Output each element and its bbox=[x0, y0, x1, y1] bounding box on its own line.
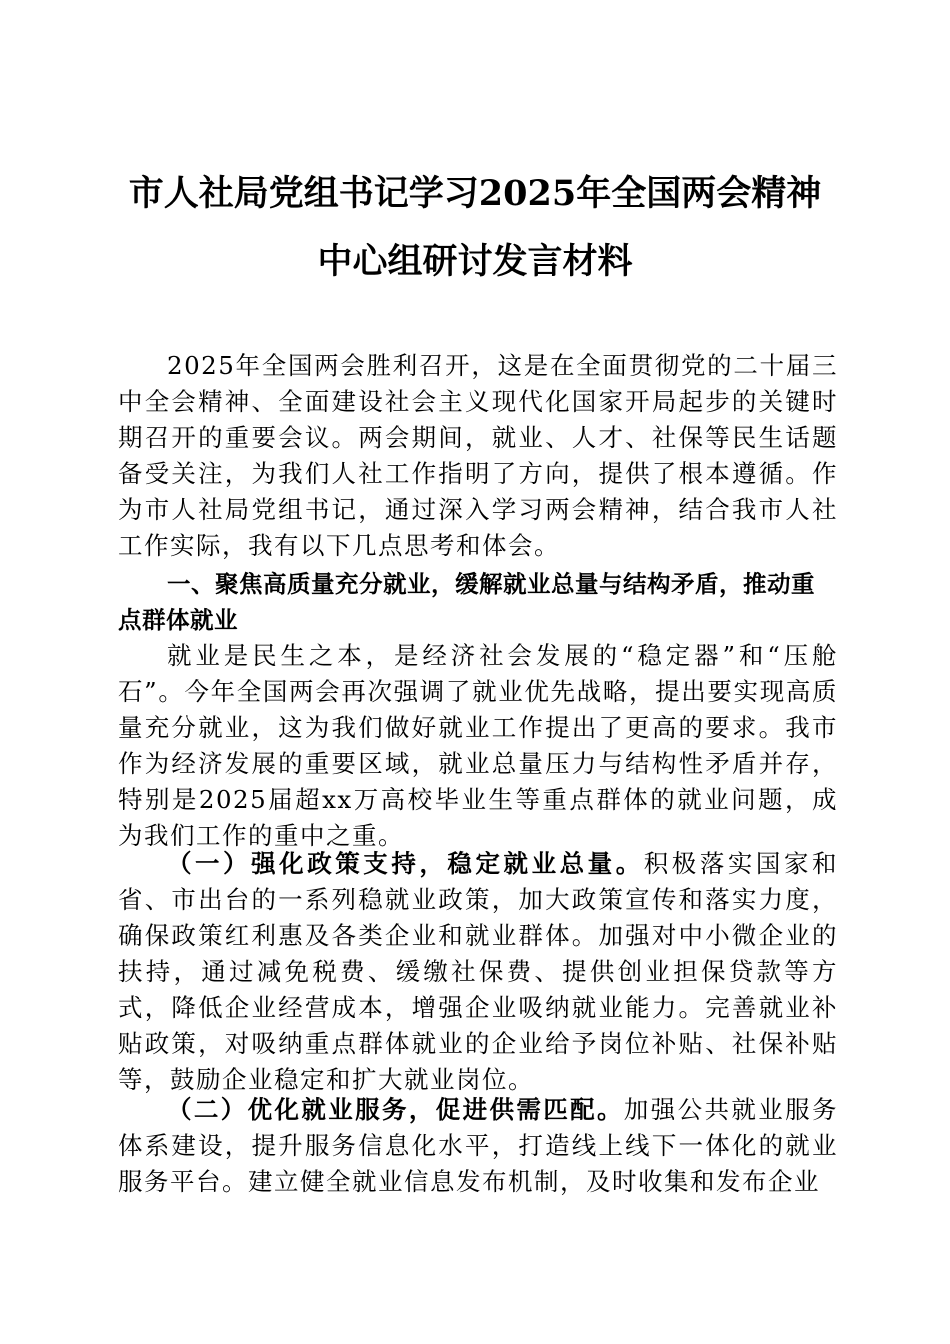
section-1-paragraph: 就业是民生之本，是经济社会发展的“稳定器”和“压舱石”。今年全国两会再次强调了就业优先战略，提出要实现高质量充分就业，这为我们做好就业工作提出了更高的要求。我市作为经济发展的重要区域，就业总量压力与结构性矛盾并存，特别是2025届超xx万高校毕业生等重点群体的就业问题，成为我们工作的重中之重。 bbox=[118, 641, 838, 850]
subsection-2-paragraph bbox=[118, 1092, 838, 1200]
subsection-1-body: 积极落实国家和省、市出台的一系列稳就业政策，加大政策宣传和落实力度，确保政策红利惠及各类企业和就业群体。加强对中小微企业的扶持，通过减免税费、缓缴社保费、提供创业担保贷款等方式，降低企业经营成本，增强企业吸纳就业能力。完善就业补贴政策，对吸纳重点群体就业的企业给予岗位补贴、社保补贴等，鼓励企业稳定和扩大就业岗位。 bbox=[118, 849, 839, 1094]
subsection-1-lead: （一）强化政策支持，稳定就业总量。 bbox=[167, 849, 644, 878]
intro-paragraph: 2025年全国两会胜利召开，这是在全面贯彻党的二十届三中全会精神、全面建设社会主义现代化国家开局起步的关键时期召开的重要会议。两会期间，就业、人才、社保等民生话题备受关注，为我们人社工作指明了方向，提供了根本遵循。作为市人社局党组书记，通过深入学习两会精神，结合我市人社工作实际，我有以下几点思考和体会。 bbox=[118, 351, 838, 560]
subsection-1-paragraph bbox=[118, 846, 838, 1098]
document-title-line-2: 中心组研讨发言材料 bbox=[317, 241, 633, 282]
section-1-heading: 一、聚焦高质量充分就业，缓解就业总量与结构矛盾，推动重点群体就业 bbox=[118, 570, 815, 634]
document-title-line-1: 市人社局党组书记学习2025年全国两会精神 bbox=[128, 173, 822, 214]
subsection-2-body: 加强公共就业服务体系建设，提升服务信息化水平，打造线上线下一体化的就业服务平台。建立健全就业信息发布机制，及时收集和发布企业 bbox=[118, 1095, 838, 1196]
subsection-2-lead: （二）优化就业服务，促进供需匹配。 bbox=[167, 1095, 624, 1124]
